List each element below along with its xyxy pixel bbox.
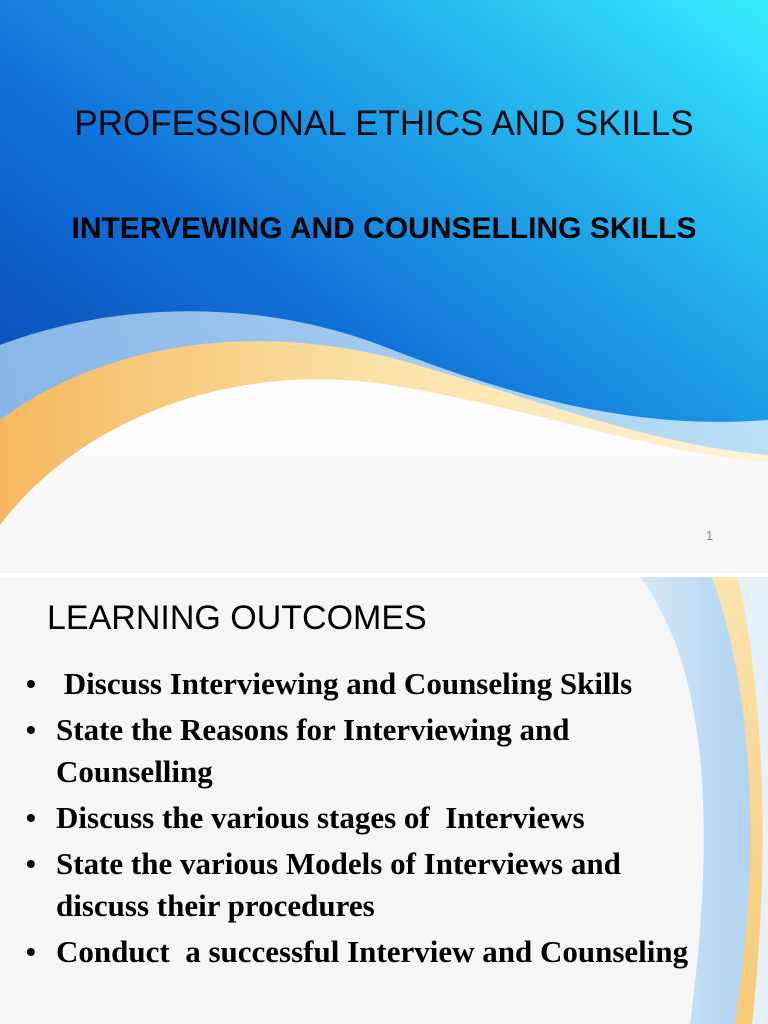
list-item xyxy=(22,931,712,973)
list-item-text: Discuss Interviewing and Counseling Skills xyxy=(56,666,633,701)
slide-subtitle: INTERVEWING AND COUNSELLING SKILLS xyxy=(71,212,697,245)
bullet-icon: • xyxy=(26,936,36,967)
list-item-text: State the various Models of Interviews and discuss their procedures xyxy=(56,846,621,923)
list-item-text: Discuss the various stages of Interviews xyxy=(56,800,585,835)
page-number: 1 xyxy=(706,528,714,543)
learning-outcomes-list xyxy=(22,663,712,977)
slide-heading: LEARNING OUTCOMES xyxy=(47,599,427,637)
slide-title: PROFESSIONAL ETHICS AND SKILLS xyxy=(74,104,694,143)
list-item-text: State the Reasons for Interviewing and Counselling xyxy=(56,712,570,789)
list-item-text: Conduct a successful Interview and Counseling xyxy=(56,934,689,969)
learning-outcomes-slide xyxy=(0,577,768,1024)
list-item xyxy=(22,709,712,793)
list-item xyxy=(22,843,712,927)
bullet-icon: • xyxy=(26,802,36,833)
bullet-icon: • xyxy=(26,848,36,879)
list-item xyxy=(22,663,712,705)
bullet-icon: • xyxy=(26,668,36,699)
list-item xyxy=(22,797,712,839)
bullet-icon: • xyxy=(26,714,36,745)
